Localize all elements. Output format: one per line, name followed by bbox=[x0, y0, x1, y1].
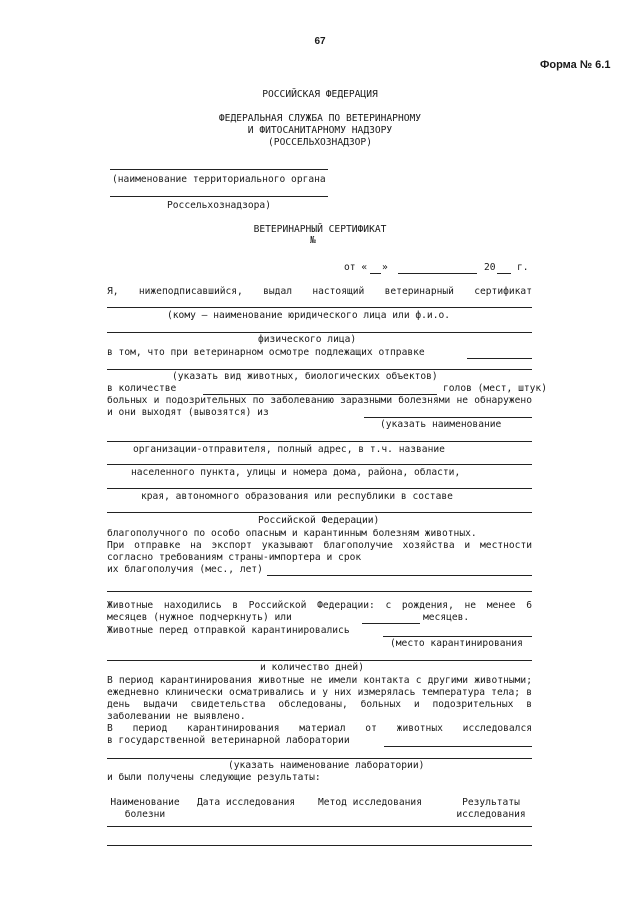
territorial-hint-1: (наименование территориального органа bbox=[112, 174, 326, 185]
wellbeing-line: благополучного по особо опасным и карантинным болезням животных. bbox=[107, 528, 477, 539]
date-year-suffix: г. bbox=[517, 262, 529, 273]
quantity-prefix: в количестве bbox=[107, 383, 177, 394]
inspection-line: в том, что при ветеринарном осмотре подлежащих отправке bbox=[107, 347, 425, 358]
quarantine-paragraph: В период карантинирования животные не имели контакта с другими животными; ежедневно клинически осматривались и у них измерялась температура тела; в день выдачи свидетельства обследованы, больных и подозрительных в заболевании не выявлено. bbox=[107, 675, 532, 722]
page-number: 67 bbox=[314, 36, 326, 47]
origin-field-3[interactable] bbox=[107, 464, 532, 465]
lab-paragraph: В период карантинирования материал от животных исследовался bbox=[107, 723, 532, 734]
date-year-prefix: 20 bbox=[484, 262, 496, 273]
origin-field-4[interactable] bbox=[107, 488, 532, 489]
shipment-field[interactable] bbox=[467, 358, 532, 359]
export-field[interactable] bbox=[267, 575, 532, 576]
recipient-hint-1: (кому – наименование юридического лица или ф.и.о. bbox=[167, 310, 451, 321]
certificate-title: ВЕТЕРИНАРНЫЙ СЕРТИФИКАТ bbox=[253, 224, 387, 235]
date-prefix: от « bbox=[344, 262, 368, 273]
results-row-2[interactable] bbox=[107, 845, 532, 846]
origin-field[interactable] bbox=[364, 417, 532, 418]
agency-line-1: ФЕДЕРАЛЬНАЯ СЛУЖБА ПО ВЕТЕРИНАРНОМУ bbox=[218, 113, 422, 124]
residence-months-prefix: месяцев (нужное подчеркнуть) или bbox=[107, 612, 292, 623]
country-heading: РОССИЙСКАЯ ФЕДЕРАЦИЯ bbox=[262, 89, 378, 100]
col-disease-name: Наименование болезни bbox=[110, 797, 180, 820]
export-paragraph: При отправке на экспорт указывают благополучие хозяйства и местности согласно требованиям страны-импортера и срок bbox=[107, 540, 532, 563]
quarantine-field-2[interactable] bbox=[107, 660, 532, 661]
date-month-field[interactable] bbox=[398, 273, 477, 274]
lab-name-field-2[interactable] bbox=[107, 758, 532, 759]
origin-hint-3: населенного пункта, улицы и номера дома, района, области, bbox=[131, 467, 461, 478]
quarantine-place-field[interactable] bbox=[383, 636, 532, 637]
origin-hint-2: организации-отправителя, полный адрес, в т.ч. название bbox=[133, 444, 445, 455]
date-day-field[interactable] bbox=[370, 273, 381, 274]
issued-line: Я, нижеподписавшийся, выдал настоящий ветеринарный сертификат bbox=[107, 286, 532, 297]
form-label: Форма № 6.1 bbox=[540, 59, 611, 71]
species-hint: (указать вид животных, биологических объектов) bbox=[172, 371, 438, 382]
col-test-date: Дата исследования bbox=[197, 797, 296, 808]
territorial-hint-2: Россельхознадзора) bbox=[167, 200, 271, 211]
number-sign: № bbox=[310, 235, 316, 246]
date-year-field[interactable] bbox=[497, 273, 511, 274]
origin-field-5[interactable] bbox=[107, 512, 532, 513]
agency-line-3: (РОССЕЛЬХОЗНАДЗОР) bbox=[268, 137, 372, 148]
results-intro: и были получены следующие результаты: bbox=[107, 772, 321, 783]
quarantine-hint-1: (место карантинирования bbox=[390, 638, 523, 649]
origin-hint-1: (указать наименование bbox=[380, 419, 502, 430]
lab-name-field[interactable] bbox=[384, 746, 532, 747]
residence-months-suffix: месяцев. bbox=[423, 612, 470, 623]
col-test-method: Метод исследования bbox=[318, 797, 422, 808]
agency-line-2: И ФИТОСАНИТАРНОМУ НАДЗОРУ bbox=[247, 125, 393, 136]
residence-months-field[interactable] bbox=[362, 623, 420, 624]
residence-paragraph: Животные находились в Российской Федерации: с рождения, не менее 6 bbox=[107, 600, 532, 611]
quantity-suffix: голов (мест, штук) bbox=[443, 383, 547, 394]
col-test-results: Результаты исследования bbox=[456, 797, 526, 820]
origin-field-2[interactable] bbox=[107, 441, 532, 442]
recipient-field-2[interactable] bbox=[107, 332, 532, 333]
species-field[interactable] bbox=[107, 369, 532, 370]
lab-hint: (указать наименование лаборатории) bbox=[228, 760, 425, 771]
quarantine-line: Животные перед отправкой карантинировались bbox=[107, 625, 350, 636]
origin-hint-4: края, автономного образования или республики в составе bbox=[141, 491, 453, 502]
recipient-hint-2: физического лица) bbox=[258, 334, 357, 345]
origin-hint-5: Российской Федерации) bbox=[258, 515, 380, 526]
lab-line-2: в государственной ветеринарной лаборатории bbox=[107, 735, 350, 746]
recipient-field[interactable] bbox=[107, 307, 532, 308]
export-field-2[interactable] bbox=[107, 591, 532, 592]
quarantine-hint-2: и количество дней) bbox=[260, 662, 364, 673]
territorial-organ-field-2[interactable] bbox=[110, 196, 328, 197]
disease-paragraph: больных и подозрительных по заболеванию заразными болезнями не обнаружено и они выходят (вывозятся) из bbox=[107, 395, 532, 418]
export-tail: их благополучия (мес., лет) bbox=[107, 564, 263, 575]
results-row-1[interactable] bbox=[107, 826, 532, 827]
date-day-close: » bbox=[382, 262, 388, 273]
territorial-organ-field[interactable] bbox=[110, 169, 328, 170]
